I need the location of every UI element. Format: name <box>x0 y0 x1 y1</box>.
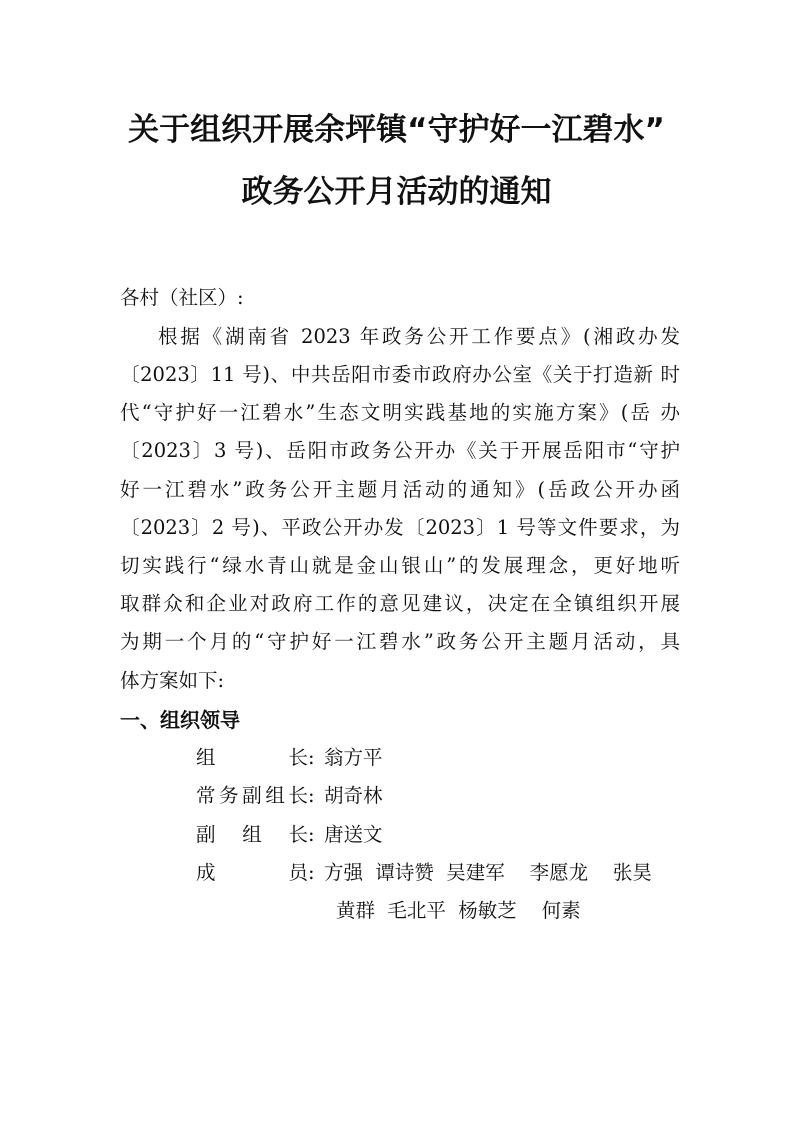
leader-colon: : <box>308 823 315 846</box>
body-line-8: 取群众和企业对政府工作的意见建议，决定在全镇组织开展 <box>120 592 680 615</box>
body-line-3: 代“守护好一江碧水”生态文明实践基地的实施方案》(岳 办 <box>120 401 680 424</box>
leader-label: 常务副组长 <box>196 784 308 807</box>
leader-colon: : <box>308 861 315 884</box>
leader-label: 成员 <box>196 861 308 884</box>
body-line-9: 为期一个月的“守护好一江碧水”政务公开主题月活动，具 <box>120 630 680 653</box>
salutation: 各村（社区）: <box>120 286 244 309</box>
body-line-5: 好一江碧水”政务公开主题月活动的通知》(岳政公开办函 <box>120 478 680 501</box>
leader-label: 副组长 <box>196 823 308 846</box>
body-line-1: 根据《湖南省 2023 年政务公开工作要点》(湘政办发 <box>158 325 680 348</box>
body-line-7: 切实践行“绿水青山就是金山银山”的发展理念，更好地听 <box>120 554 680 577</box>
leader-row-executive-deputy <box>0 781 793 811</box>
leader-name: 胡奇林 <box>324 784 383 807</box>
leader-label: 组长 <box>196 746 308 769</box>
body-line-4: 〔2023〕3 号)、岳阳市政务公开办《关于开展岳阳市“守护 <box>120 439 680 462</box>
document-title-line-2: 政务公开月活动的通知 <box>241 174 552 210</box>
leader-colon: : <box>308 784 315 807</box>
leader-name: 唐送文 <box>324 823 383 846</box>
leader-row-members <box>0 858 793 888</box>
leader-row-head <box>0 743 793 773</box>
leader-colon: : <box>308 746 315 769</box>
body-line-2: 〔2023〕11 号)、中共岳阳市委市政府办公室《关于打造新 时 <box>120 363 680 386</box>
document-title-line-1: 关于组织开展余坪镇“守护好一江碧水” <box>128 112 665 148</box>
leader-name: 翁方平 <box>324 746 383 769</box>
members-list-line-2: 黄群 毛北平 杨敏芝 何素 <box>336 899 581 922</box>
members-list-line-1: 方强 谭诗赞 吴建军 李愿龙 张昊 <box>324 861 652 884</box>
body-line-6: 〔2023〕2 号)、平政公开办发〔2023〕1 号等文件要求，为 <box>120 516 680 539</box>
section-heading-organization: 一、组织领导 <box>120 708 240 732</box>
leader-row-deputy <box>0 820 793 850</box>
body-line-10: 体方案如下: <box>120 669 225 692</box>
